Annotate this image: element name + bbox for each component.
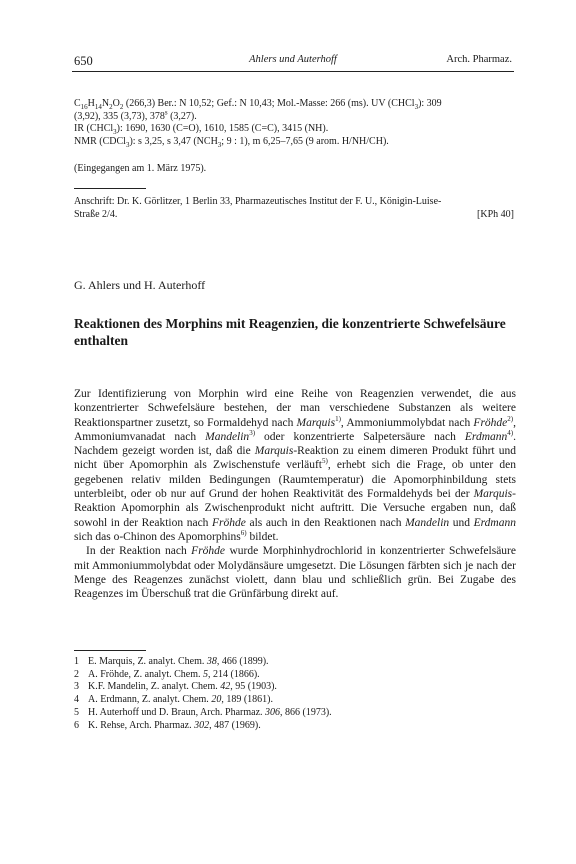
article-authors: G. Ahlers und H. Auterhoff: [74, 278, 206, 292]
article-title: Reaktionen des Morphins mit Reagenzien, die konzentrierte Schwefelsäure enthalten: [74, 316, 506, 348]
footnote: 3 K.F. Mandelin, Z. analyt. Chem. 42, 95 (1903).: [74, 681, 277, 693]
manuscript-code: [KPh 40]: [477, 208, 514, 220]
data-line-3: IR (CHCl$_3$): 1690, 1630 (C=O), 1610, 1585 (C=C), 3415 (NH).: [74, 123, 329, 137]
footnote-rule: [74, 650, 146, 651]
header-rule: [72, 71, 514, 72]
received-date: (Eingegangen am 1. März 1975).: [74, 163, 207, 174]
footnote: 5 H. Auterhoff und D. Braun, Arch. Pharmaz. 306, 866 (1973).: [74, 706, 332, 718]
compound-data: [74, 98, 514, 148]
journal-name: Arch. Pharmaz.: [446, 54, 512, 65]
data-line-4: NMR (CDCl$_3$): s 3,25, s 3,47 ($NCH_3$; 9 : 1), m 6,25–7,65 (9 arom. H/NH/CH).: [74, 135, 389, 149]
footnote: 1 E. Marquis, Z. analyt. Chem. 38, 466 (1899).: [74, 656, 269, 667]
footnote: 2 A. Fröhde, Z. analyt. Chem. 5, 214 (1866).: [74, 668, 260, 680]
correspondence-address: [74, 196, 514, 221]
running-header: [74, 54, 512, 72]
address-line-2: Straße 2/4.: [74, 208, 118, 220]
address-rule: [74, 188, 146, 189]
page-number: 650: [74, 54, 93, 68]
footnote: 6 K. Rehse, Arch. Pharmaz. 302, 487 (1969).: [74, 719, 261, 731]
data-line-1: $C_{16}H_{14}N_2O_2$ (266,3) Ber.: N 10,52; Gef.: N 10,43; Mol.-Masse: 266 (ms). UV (CHCl$_3$): 309: [74, 98, 442, 111]
paragraph-2: In der Reaktion nach Fröhde wurde Morphinhydrochlorid in konzentrierter Schwefelsäure mit Ammoniummolybdat oder Molydänsäure umgesetzt. Die Lösungen färbten sich je nach der Menge des Reagenzes zunächst violett, dann blau und schließlich grün. Bei Zugabe des Reagenzes im Überschuß trat die Grünfärbung direkt auf.: [74, 545, 516, 601]
article-body: [74, 387, 516, 601]
address-line-1: Anschrift: Dr. K. Görlitzer, 1 Berlin 33, Pharmazeutisches Institut der F. U., Königin-Luise-: [74, 196, 442, 207]
footnotes: [74, 656, 514, 732]
data-line-2: (3,92), 335 (3,73), 378$^s$ (3,27).: [74, 108, 197, 122]
footnote: 4 A. Erdmann, Z. analyt. Chem. 20, 189 (1861).: [74, 694, 273, 706]
running-authors: Ahlers und Auterhoff: [249, 54, 337, 65]
paragraph-1: Zur Identifizierung von Morphin wird eine Reihe von Reagenzien verwendet, die aus konzentrierter Schwefelsäure bestehen, der man verschiedene Substanzen als weitere Reaktionspartner zusetzt, so Formaldehyd nach Marquis$^{1)}$, Ammoniummolybdat nach Fröhde$^{2)}$, Ammoniumvanadat nach Mandelin$^{3)}$ oder konzentrierte Salpetersäure nach Erdmann$^{4)}$. Nachdem gezeigt worden ist, daß die Marquis-Reaktion zu einem dimeren Produkt führt und nicht über Apomorphin als Zwischenstufe verläuft$^{5)}$, erhebt sich die Frage, ob unter den gegebenen relativ milden Bedingungen (Raumtemperatur) die Apomorphinbildung stets unterbleibt, oder ob nur auf Grund der hohen Reaktivität des Formaldehyds bei der Marquis-Reaktion Apomorphin als Zwischenprodukt nicht auftritt. Die Versuche ergaben nun, daß sowohl in der Reaktion nach Fröhde als auch in den Reaktionen nach Mandelin und Erdmann sich das o-Chinon des Apomorphins$^{6)}$ bildet.: [74, 388, 516, 543]
